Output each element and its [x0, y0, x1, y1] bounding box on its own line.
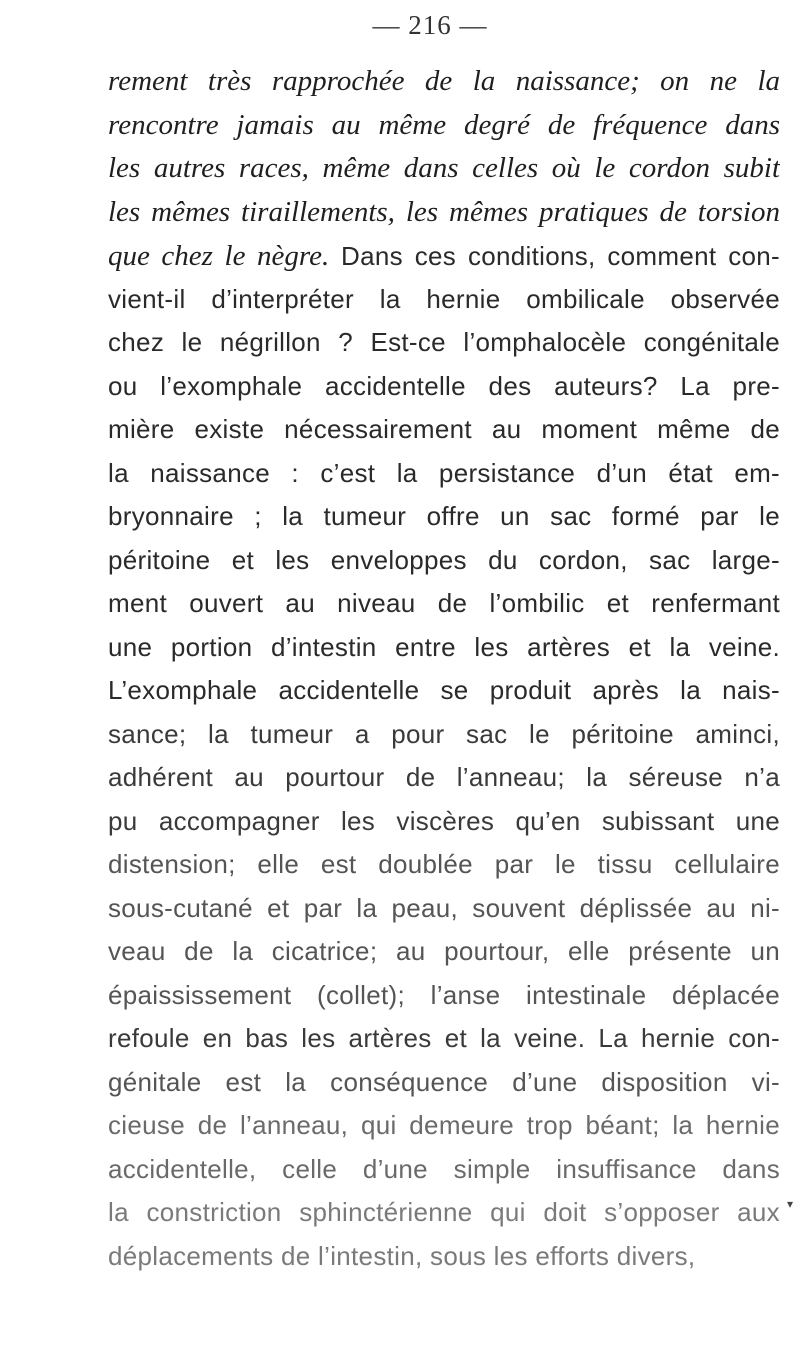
text-line: la constriction sphinctérienne qui doit s’opposer aux [108, 1197, 780, 1227]
text-line: sous-cutané et par la peau, souvent déplissée au ni- [108, 892, 780, 923]
text-line: refoule en bas les artères et la veine. La hernie con- [108, 1023, 780, 1053]
text-body [108, 60, 780, 1278]
text-line-italic-part: que chez le nègre. [108, 240, 330, 272]
text-line: épaississement (collet); l’anse intestinale déplacée [108, 979, 780, 1010]
text-line: veau de la cicatrice; au pourtour, elle présente un [108, 936, 780, 966]
text-line: la naissance : c’est la persistance d’un état em- [108, 457, 780, 488]
text-line-mixed [108, 234, 780, 278]
text-line: distension; elle est doublée par le tissu cellulaire [108, 849, 780, 879]
text-line: ment ouvert au niveau de l’ombilic et renfermant [108, 588, 780, 618]
text-line: rement très rapprochée de la naissance; on ne la [108, 65, 780, 97]
text-line: cieuse de l’anneau, qui demeure trop béant; la hernie [108, 1110, 780, 1140]
text-line: accidentelle, celle d’une simple insuffisance dans [108, 1153, 780, 1184]
text-line-roman-part: Dans ces conditions, comment con- [329, 241, 780, 271]
text-line: adhérent au pourtour de l’anneau; la séreuse n’a [108, 762, 780, 792]
text-line: chez le négrillon ? Est-ce l’omphalocèle congénitale [108, 327, 780, 357]
text-line: mière existe nécessairement au moment même de [108, 414, 780, 444]
text-line: vient-il d’interpréter la hernie ombilicale observée [108, 283, 780, 314]
text-line: les mêmes tiraillements, les mêmes pratiques de torsion [108, 195, 780, 228]
text-line: péritoine et les enveloppes du cordon, sac large- [108, 544, 780, 575]
text-line: rencontre jamais au même degré de fréquence dans [108, 108, 780, 141]
text-line: pu accompagner les viscères qu’en subissant une [108, 805, 780, 836]
text-line: sance; la tumeur a pour sac le péritoine aminci, [108, 718, 780, 749]
text-line: génitale est la conséquence d’une disposition vi- [108, 1066, 780, 1097]
text-line: une portion d’intestin entre les artères et la veine. [108, 631, 780, 662]
text-line: déplacements de l’intestin, sous les efforts divers, [108, 1240, 696, 1271]
text-line: les autres races, même dans celles où le cordon subit [108, 152, 780, 184]
page-number: — 216 — [372, 10, 488, 40]
text-line: L’exomphale accidentelle se produit après la nais- [108, 675, 780, 705]
text-line: ou l’exomphale accidentelle des auteurs? La pre- [108, 370, 780, 401]
text-line: bryonnaire ; la tumeur offre un sac formé par le [108, 501, 780, 531]
margin-speck: ▾ [787, 1197, 794, 1211]
